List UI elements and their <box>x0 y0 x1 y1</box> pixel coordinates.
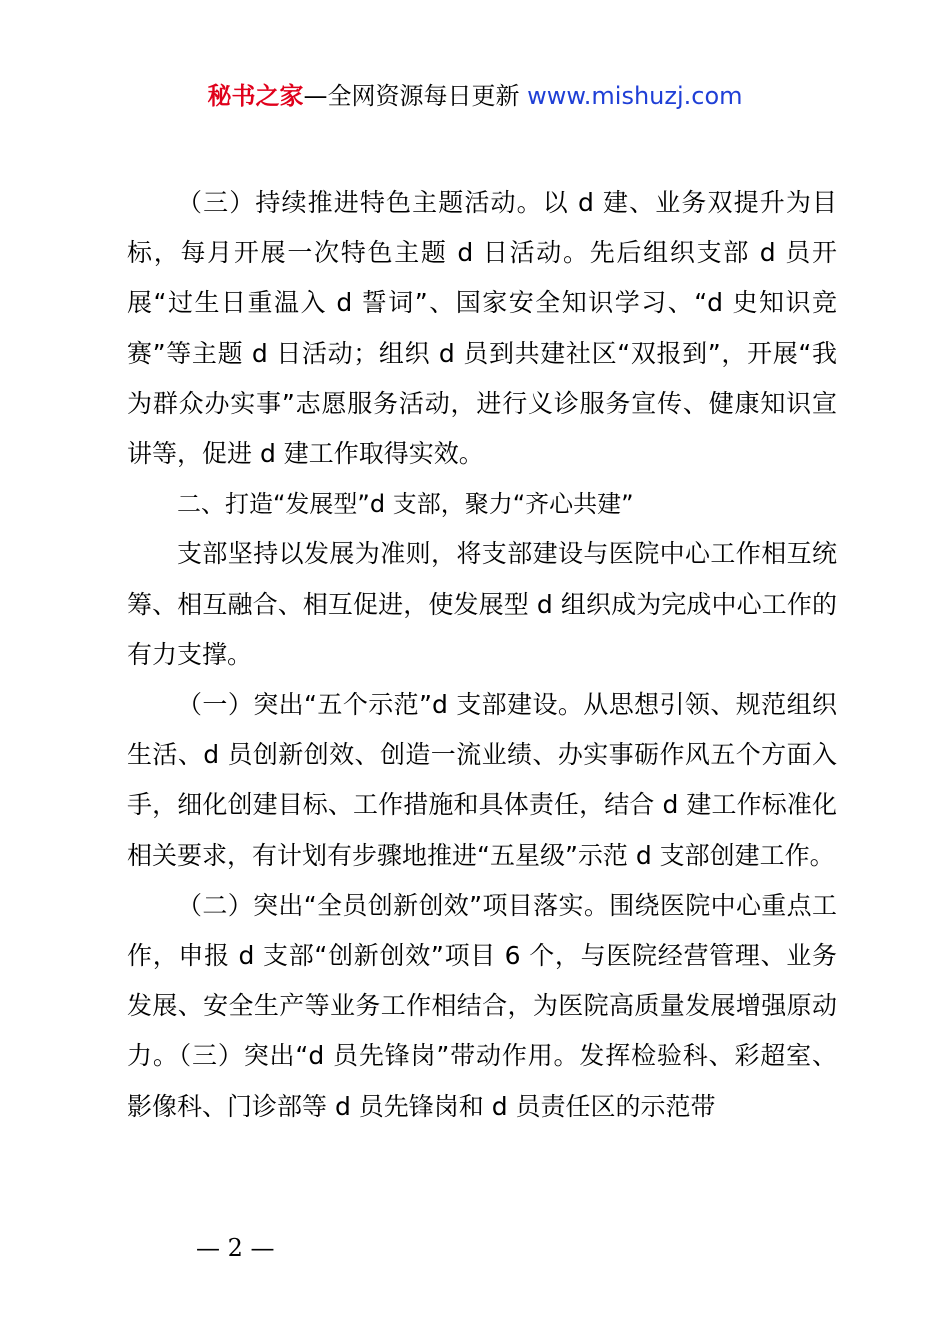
paragraph-five-models: （一）突出“五个示范”d 支部建设。从思想引领、规范组织生活、d 员创新创效、创造一流业绩、办实事砺作风五个方面入手，细化创建目标、工作措施和具体责任，结合 d 建工作标准化相关要求，有计划有步骤地推进“五星级”示范 d 支部创建工作。 <box>127 690 837 870</box>
paragraph-principle: 支部坚持以发展为准则，将支部建设与医院中心工作相互统筹、相互融合、相互促进，使发展型 d 组织成为完成中心工作的有力支撑。 <box>127 539 837 669</box>
site-header <box>0 78 950 114</box>
site-brand: 秘书之家 <box>207 82 304 110</box>
site-tagline: —全网资源每日更新 <box>303 82 528 110</box>
section-heading-development: 二、打造“发展型”d 支部，聚力“齐心共建” <box>177 490 634 519</box>
paragraph-innovation: （二）突出“全员创新创效”项目落实。围绕医院中心重点工作，申报 d 支部“创新创效”项目 6 个，与医院经营管理、业务发展、安全生产等业务工作相结合，为医院高质量发展增强原动力。（三）突出“d 员先锋岗”带动作用。发挥检验科、彩超室、影像科、门诊部等 d 员先锋岗和 d 员责任区的示范带 <box>127 890 837 1121</box>
site-url-link[interactable]: www.mishuzj.com <box>527 82 743 110</box>
document-body <box>127 178 837 1132</box>
page-number: — 2 — <box>196 1234 275 1262</box>
paragraph-activities: （三）持续推进特色主题活动。以 d 建、业务双提升为目标，每月开展一次特色主题 d 日活动。先后组织支部 d 员开展“过生日重温入 d 誓词”、国家安全知识学习、“d 史知识竞赛”等主题 d 日活动；组织 d 员到共建社区“双报到”，开展“我为群众办实事”志愿服务活动，进行义诊服务宣传、健康知识宣讲等，促进 d 建工作取得实效。 <box>127 188 837 469</box>
